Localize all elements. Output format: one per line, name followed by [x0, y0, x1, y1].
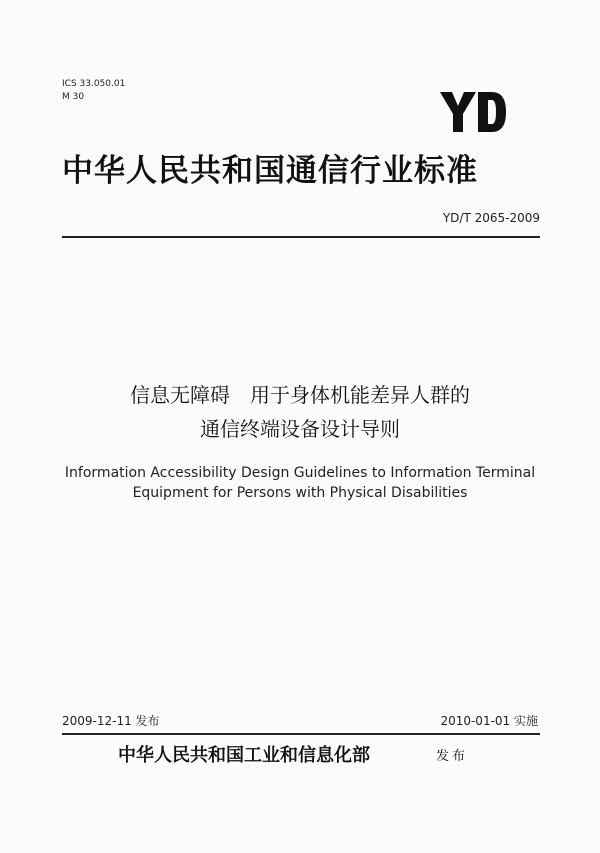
ccs-code: M 30 — [62, 92, 85, 102]
ics-code: ICS 33.050.01 — [62, 79, 126, 89]
header-divider — [62, 236, 540, 238]
issuing-authority: 中华人民共和国工业和信息化部 — [118, 745, 370, 766]
classification-codes — [62, 78, 125, 104]
title-en-line-1: Information Accessibility Design Guidelines to Information Terminal — [64, 465, 536, 481]
issuing-verb: 发布 — [436, 749, 469, 764]
issue-date: 2009-12-11 发布 — [62, 714, 160, 728]
document-title-english — [0, 463, 600, 503]
standard-category-title: 中华人民共和国通信行业标准 — [62, 153, 478, 189]
title-en-line-2: Equipment for Persons with Physical Disabilities — [132, 485, 468, 501]
standard-number: YD/T 2065-2009 — [442, 211, 540, 225]
footer-divider — [62, 733, 540, 735]
document-title-chinese — [0, 378, 600, 446]
implementation-date: 2010-01-01 实施 — [440, 714, 538, 728]
title-cn-line-2: 通信终端设备设计导则 — [200, 417, 400, 441]
yd-logo-mark — [438, 90, 508, 134]
yd-logo — [438, 90, 508, 134]
title-cn-line-1: 信息无障碍 用于身体机能差异人群的 — [130, 383, 470, 407]
